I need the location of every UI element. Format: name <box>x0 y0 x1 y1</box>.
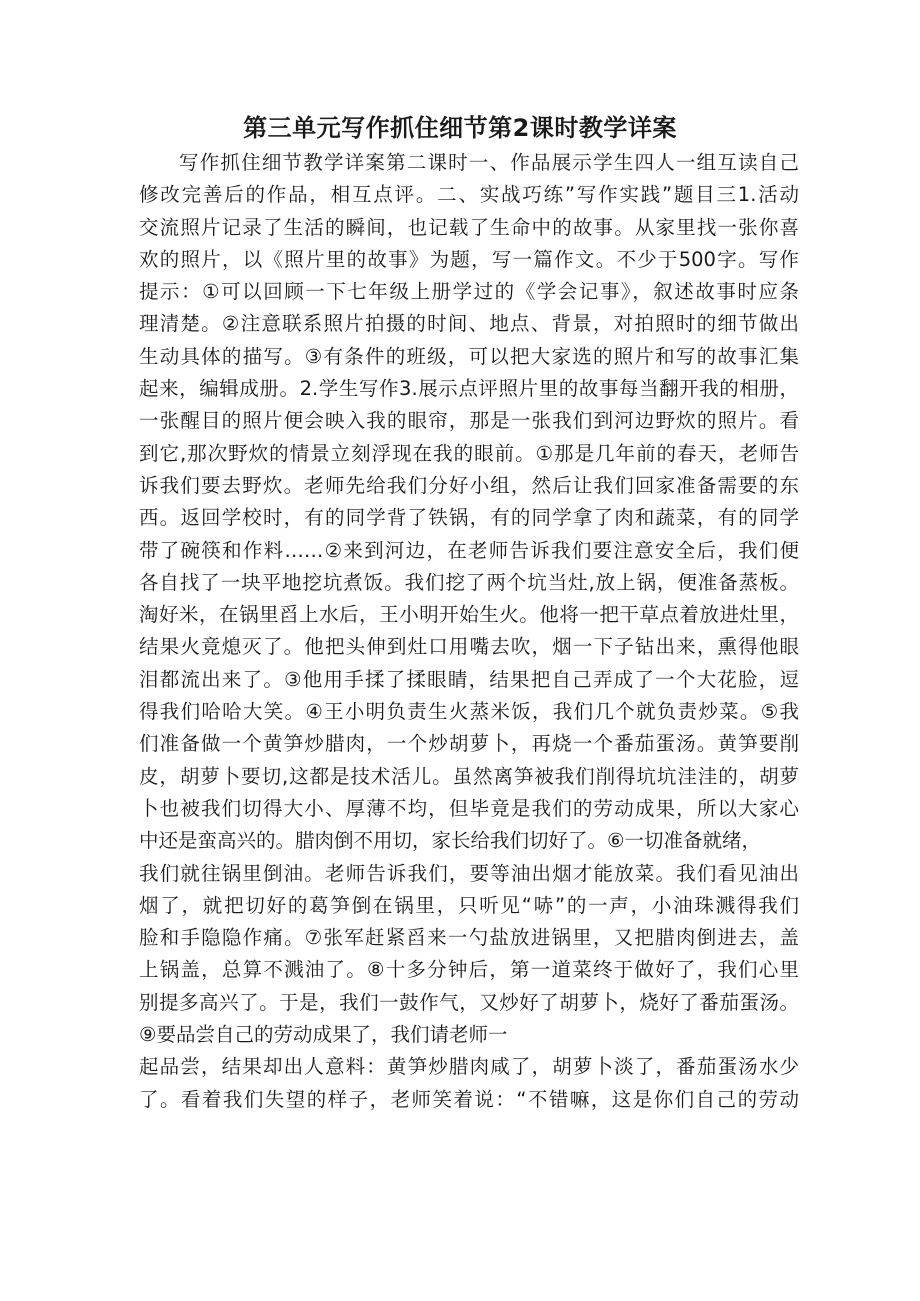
body-line: 了。看着我们失望的样子，老师笑着说：“不错嘛，这是你们自己的劳动 <box>139 1087 799 1111</box>
body-line: 理清楚。②注意联系照片拍摄的时间、地点、背景，对拍照时的细节做出 <box>139 312 799 336</box>
body-line: 起来，编辑成册。2.学生写作3.展示点评照片里的故事每当翻开我的相册， <box>139 377 799 401</box>
body-line: 结果火竟熄灭了。他把头伸到灶口用嘴去吹，烟一下子钻出来，熏得他眼 <box>139 635 799 659</box>
body-line: 生动具体的描写。③有条件的班级，可以把大家选的照片和写的故事汇集 <box>139 344 799 368</box>
body-line: 皮，胡萝卜要切,这都是技术活儿。虽然离笋被我们削得坑坑洼洼的，胡萝 <box>139 764 799 788</box>
body-line: ⑨要品尝自己的劳动成果了，我们请老师一 <box>139 1023 508 1047</box>
body-line: 泪都流出来了。③他用手揉了揉眼睛，结果把自己弄成了一个大花脸，逗 <box>139 667 799 691</box>
body-line: 卜也被我们切得大小、厚薄不均，但毕竟是我们的劳动成果，所以大家心 <box>139 796 799 820</box>
body-line: 我们就往锅里倒油。老师告诉我们，要等油出烟才能放菜。我们看见油出 <box>139 861 799 885</box>
document-title: 第三单元写作抓住细节第2课时教学详案 <box>243 114 677 142</box>
body-line: 西。返回学校时，有的同学背了铁锅，有的同学拿了肉和蔬菜，有的同学 <box>139 506 799 530</box>
body-line: 欢的照片，以《照片里的故事》为题，写一篇作文。不少于500字。写作 <box>139 247 799 271</box>
body-line: 各自找了一块平地挖坑煮饭。我们挖了两个坑当灶,放上锅，便准备蒸板。 <box>139 570 799 594</box>
body-line: 到它,那次野炊的情景立刻浮现在我的眼前。①那是几年前的春天，老师告 <box>139 441 799 465</box>
body-line: 烟了，就把切好的葛笋倒在锅里，只听见“哧”的一声，小油珠溅得我们 <box>139 893 799 917</box>
body-line: 诉我们要去野炊。老师先给我们分好小组，然后让我们回家准备需要的东 <box>139 473 799 497</box>
body-line: 带了碗筷和作料……②来到河边，在老师告诉我们要注意安全后，我们便 <box>139 538 799 562</box>
body-line: 别提多高兴了。于是，我们一鼓作气，又炒好了胡萝卜，烧好了番茄蛋汤。 <box>139 990 799 1014</box>
body-line: 们准备做一个黄笋炒腊肉，一个炒胡萝卜，再烧一个番茄蛋汤。黄笋要削 <box>139 732 799 756</box>
body-line: 写作抓住细节教学详案第二课时一、作品展示学生四人一组互读自己 <box>179 151 799 174</box>
body-line: 中还是蛮高兴的。腊肉倒不用切，家长给我们切好了。⑥一切准备就绪， <box>139 829 761 853</box>
document-body <box>139 147 799 1116</box>
body-line: 得我们哈哈大笑。④王小明负责生火蒸米饭，我们几个就负责炒菜。⑤我 <box>139 700 799 724</box>
body-line: 脸和手隐隐作痛。⑦张军赶紧舀来一勺盐放进锅里，又把腊肉倒进去，盖 <box>139 926 799 950</box>
body-line: 起品尝，结果却出人意料：黄笋炒腊肉咸了，胡萝卜淡了，番茄蛋汤水少 <box>139 1055 799 1079</box>
body-line: 提示：①可以回顾一下七年级上册学过的《学会记事》，叙述故事时应条 <box>139 280 799 304</box>
body-line: 上锅盖，总算不溅油了。⑧十多分钟后，第一道菜终于做好了，我们心里 <box>139 958 799 982</box>
body-line: 一张醒目的照片便会映入我的眼帘，那是一张我们到河边野炊的照片。看 <box>139 409 799 433</box>
body-line: 修改完善后的作品，相互点评。二、实战巧练”写作实践”题目三1.活动 <box>139 183 799 207</box>
body-line: 交流照片记录了生活的瞬间，也记载了生命中的故事。从家里找一张你喜 <box>139 215 799 239</box>
body-line: 淘好米，在锅里舀上水后，王小明开始生火。他将一把干草点着放进灶里， <box>139 603 799 627</box>
